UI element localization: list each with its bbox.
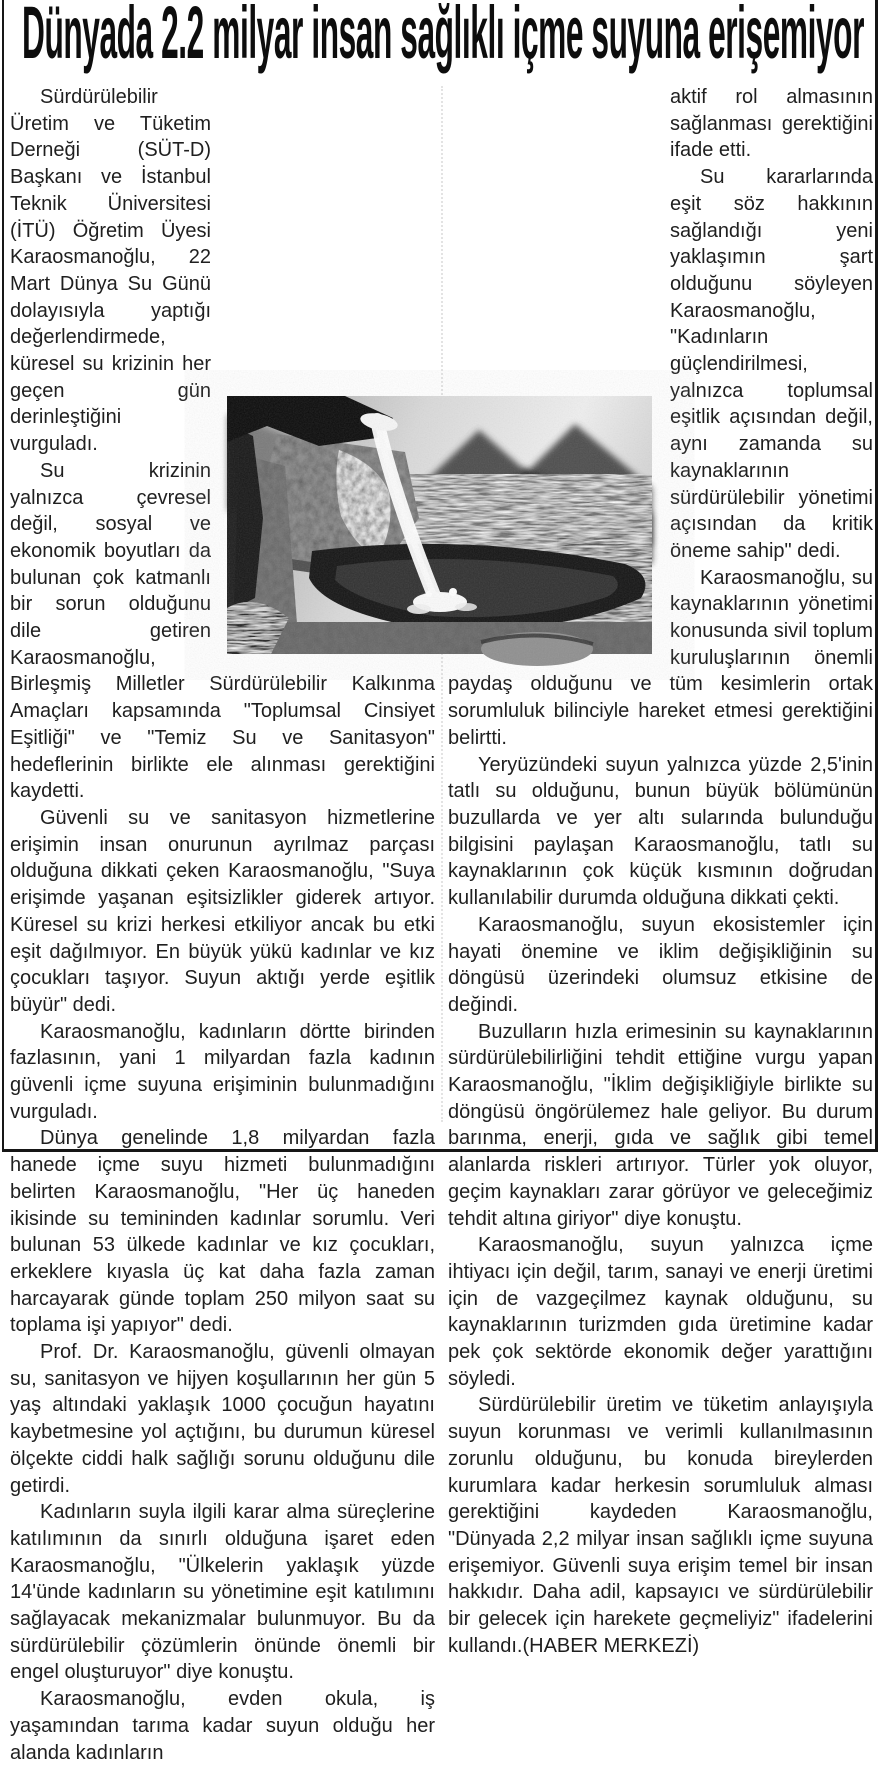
paragraph-left-4: Karaosmanoğlu, kadınların dörtte birinden fazlasının, yani 1 milyardan fazla kadının güvenli içme suyuna erişiminin bulunmadığını vurguladı. [10, 1020, 435, 1123]
paragraph-right-1: aktif rol almasının sağlanması gerektiğini ifade etti. [670, 86, 873, 162]
paragraph-right-7: Karaosmanoğlu, suyun yalnızca içme ihtiyacı için değil, tarım, sanayi ve enerji üretimi için de vazgeçilmez kaynak olduğunu, su kaynaklarının turizmden gıda üretimine kadar pek çok sektörde ekonomik değer yarattığını söyledi. [448, 1234, 873, 1390]
paragraph-left-3: Güvenli su ve sanitasyon hizmetlerine erişimin insan onurunun ayrılmaz parçası olduğuna dikkati çeken Karaosmanoğlu, "Suya erişimde yaşanan eşitsizlikler giderek artıyor. Küresel su krizi herkesi etkiliyor ancak bu etki eşit dağılmıyor. En büyük yükü kadınlar ve kız çocukları taşıyor. Suyun aktığı yerde eşitlik büyür" dedi. [10, 806, 435, 1016]
photo-illustration [227, 396, 652, 654]
paragraph-left-7: Kadınların suyla ilgili karar alma süreçlerine katılımının da sınırlı olduğuna işaret eden Karaosmanoğlu, "Ülkelerin yaklaşık yüzde 14'ünde kadınların su yönetimine eşit katılımını sağlayacak mekanizmalar bulunmuyor. Bu da sürdürülebilir çözümlerin önünde önemli bir engel oluşturuyor" diye konuştu. [10, 1501, 435, 1684]
paragraph-left-5: Dünya genelinde 1,8 milyardan fazla hanede içme suyu hizmeti bulunmadığını belirten Karaosmanoğlu, "Her üç haneden ikisinde su temininden kadınlar sorumlu. Veri bulunan 53 ülkede kadınlar ve kız çocukları, erkeklere kıyasla üç kat daha fazla zaman harcayarak günde toplam 250 milyon saat su toplama işi yapıyor" dedi. [10, 1127, 435, 1337]
headline-text: Dünyada 2.2 milyar insan sağlıklı içme suyuna erişemiyor [22, 0, 865, 74]
right-column [448, 84, 873, 1766]
paragraph-right-5: Karaosmanoğlu, suyun ekosistemler için hayati önemine ve iklim değişikliğinin su döngüsü üzerindeki olumsuz etkisine de değindi. [448, 913, 873, 1016]
paragraph-left-6: Prof. Dr. Karaosmanoğlu, güvenli olmayan su, sanitasyon ve hijyen koşullarının her gün 5 yaş altındaki yaklaşık 1000 çocuğun hayatını kaybetmesine yol açtığını, bu durumun küresel ölçekte ciddi halk sağlığı sorunu olduğunu dile getirdi. [10, 1341, 435, 1497]
article-photo [227, 396, 652, 654]
photo-grain [227, 396, 652, 654]
paragraph-left-8: Karaosmanoğlu, evden okula, iş yaşamından tarıma kadar suyun olduğu her alanda kadınların [10, 1688, 435, 1764]
paragraph-right-6: Buzulların hızla erimesinin su kaynaklarının sürdürülebilirliğini tehdit ettiğine vurgu yapan Karaosmanoğlu, "İklim değişikliğiyle birlikte su döngüsü öngörülemez hale geliyor. Bu durum barınma, enerji, gıda ve sağlık gibi temel alanlarda riskleri artırıyor. Türler yok oluyor, geçim kaynakları zarar görüyor ve geleceğimiz tehdit altına giriyor" diye konuştu. [448, 1020, 873, 1230]
paragraph-left-1: Sürdürülebilir Üretim ve Tüketim Derneği (SÜT-D) Başkanı ve İstanbul Teknik Üniversitesi (İTÜ) Öğretim Üyesi Karaosmanoğlu, 22 Mart Dünya Su Günü dolayısıyla yaptığı değerlendirmede, küresel su krizinin her geçen gün derinleştiğini vurguladı. [10, 86, 211, 456]
paragraph-right-2: Su kararlarında eşit söz hakkının sağlandığı yeni yaklaşımın şart olduğunu söyleyen Karaosmanoğlu, "Kadınların güçlendirilmesi, yalnızca toplumsal eşitlik açısından değil, aynı zamanda su kaynaklarının sürdürülebilir yönetimi açısından da kritik öneme sahip" dedi. [670, 166, 873, 562]
headline-svg [8, 0, 879, 78]
paragraph-right-8: Sürdürülebilir üretim ve tüketim anlayışıyla suyun korunması ve verimli kullanılmasının zorunlu olduğunu, bu konuda bireylerden kurumlara kadar herkesin sorumluluk alması gerektiğini kaydeden Karaosmanoğlu, "Dünyada 2,2 milyar insan sağlıklı içme suyuna erişemiyor. Güvenli suya erişim temel bir insan hakkıdır. Daha adil, kapsayıcı ve sürdürülebilir bir gelecek için harekete geçmeliyiz" ifadelerini kullandı.(HABER MERKEZİ) [448, 1394, 873, 1657]
left-column [10, 84, 435, 1766]
paragraph-left-2: Su krizinin yalnızca çevresel değil, sosyal ve ekonomik boyutları da bulunan çok katmanlı bir sorun olduğunu dile getiren Karaosmanoğlu, Birleşmiş Milletler Sürdürülebilir Kalkınma Amaçları kapsamında "Toplumsal Cinsiyet Eşitliği" ve "Temiz Su ve Sanitasyon" hedeflerinin birlikte ele alınması gerektiğini kaydetti. [10, 459, 435, 803]
paragraph-right-3: Karaosmanoğlu, su kaynaklarının yönetimi konusunda sivil toplum kuruluşlarının önemli paydaş olduğunu ve tüm kesimlerin ortak sorumluluk bilinciyle hareket etmesi gerektiğini belirtti. [448, 566, 873, 749]
headline-block [8, 0, 879, 78]
article-body [10, 84, 873, 1766]
paragraph-right-4: Yeryüzündeki suyun yalnızca yüzde 2,5'inin tatlı su olduğunu, bunun büyük bölümünün buzullarda ve yer altı sularında bulunduğu bilgisini paylaşan Karaosmanoğlu, tatlı su kaynaklarının çok küçük kısmının doğrudan kullanılabilir durumda olduğuna dikkati çekti. [448, 753, 873, 910]
